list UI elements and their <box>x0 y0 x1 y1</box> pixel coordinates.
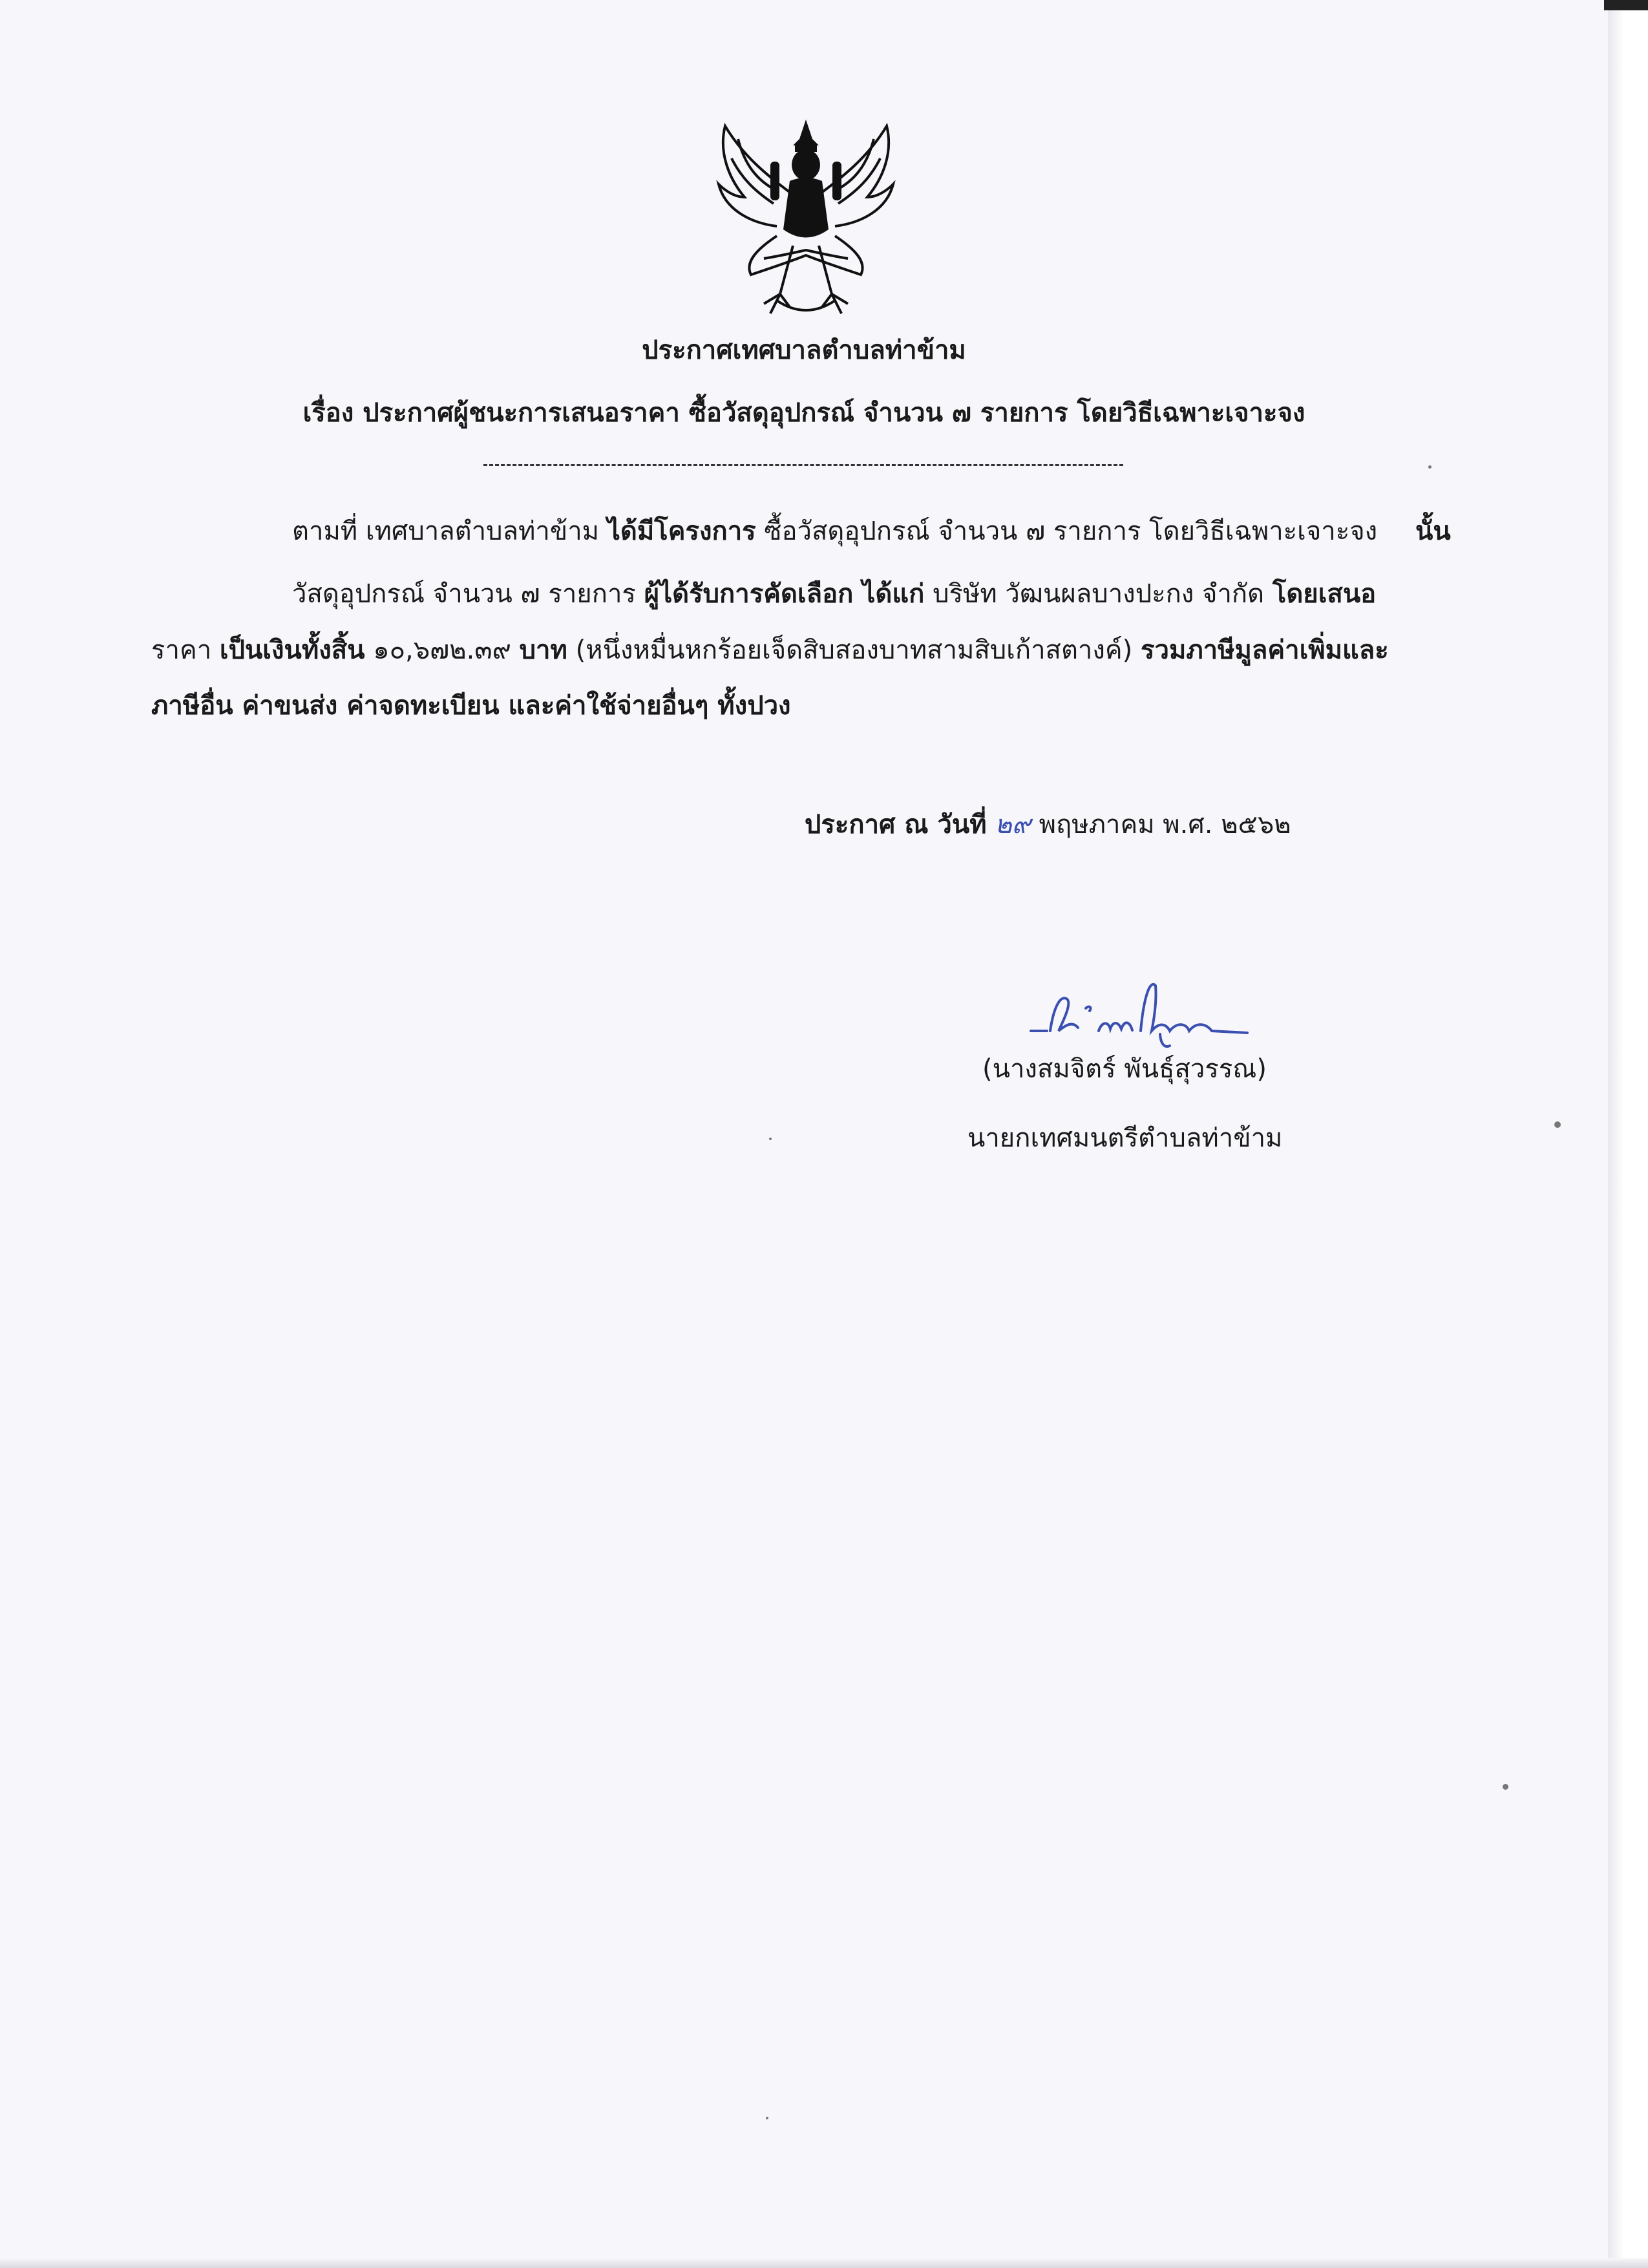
p1-end: นั้น <box>1415 516 1451 546</box>
p2-lead: วัสดุอุปกรณ์ จำนวน ๗ รายการ <box>292 579 636 609</box>
p1-lead: ตามที่ เทศบาลตำบลท่าข้าม <box>292 516 600 546</box>
date-prefix: ประกาศ ณ วันที่ <box>805 810 987 840</box>
body-line-4: ภาษีอื่น ค่าขนส่ง ค่าจดทะเบียน และค่าใช้จ่ายอื่นๆ ทั้งปวง <box>151 691 791 721</box>
scan-speck <box>1428 465 1431 469</box>
p3-words: (หนึ่งหมื่นหกร้อยเจ็ดสิบสองบาทสามสิบเก้าสตางค์) <box>575 635 1133 665</box>
p3-bold: เป็นเงินทั้งสิ้น <box>219 635 365 665</box>
scan-corner-mark <box>1604 0 1648 10</box>
body-line-1 <box>292 514 1377 548</box>
date-line <box>805 808 1291 842</box>
signatory-name: (นางสมจิตร์ พันธุ์สุวรรณ) <box>982 1054 1267 1084</box>
handwritten-signature <box>1028 970 1260 1054</box>
body-line-3 <box>151 633 1389 667</box>
p3-unit: บาท <box>519 635 567 665</box>
date-day-handwritten: ๒๙ <box>995 810 1031 840</box>
signatory-position: นายกเทศมนตรีตำบลท่าข้าม <box>967 1123 1283 1153</box>
scan-speck <box>766 2117 768 2119</box>
p1-rest: ซื้อวัสดุอุปกรณ์ จำนวน ๗ รายการ โดยวิธีเฉพาะเจาะจง <box>764 516 1378 546</box>
scan-speck <box>1554 1121 1561 1128</box>
body-line-2 <box>292 577 1376 611</box>
scan-speck <box>769 1138 772 1140</box>
scan-edge <box>1608 0 1648 2268</box>
p2-end: โดยเสนอ <box>1272 579 1377 609</box>
garuda-emblem <box>699 100 913 326</box>
p1-bold: ได้มีโครงการ <box>607 516 756 546</box>
p2-rest: บริษัท วัฒนผลบางปะกง จำกัด <box>933 579 1265 609</box>
issuer-heading: ประกาศเทศบาลตำบลท่าข้าม <box>642 335 966 365</box>
p3-amount: ๑๐,๖๗๒.๓๙ <box>373 635 511 665</box>
scan-speck <box>1503 1784 1508 1790</box>
date-month-year: พฤษภาคม พ.ศ. ๒๕๖๒ <box>1039 810 1291 840</box>
p2-bold: ผู้ได้รับการคัดเลือก ได้แก่ <box>644 579 925 609</box>
subject-heading: เรื่อง ประกาศผู้ชนะการเสนอราคา ซื้อวัสดุอุปกรณ์ จำนวน ๗ รายการ โดยวิธีเฉพาะเจาะจง <box>302 398 1305 428</box>
separator-line <box>483 464 1123 466</box>
p3-end: รวมภาษีมูลค่าเพิ่มและ <box>1141 635 1389 665</box>
scan-edge-bottom <box>0 2258 1648 2268</box>
p3-lead: ราคา <box>151 635 212 665</box>
